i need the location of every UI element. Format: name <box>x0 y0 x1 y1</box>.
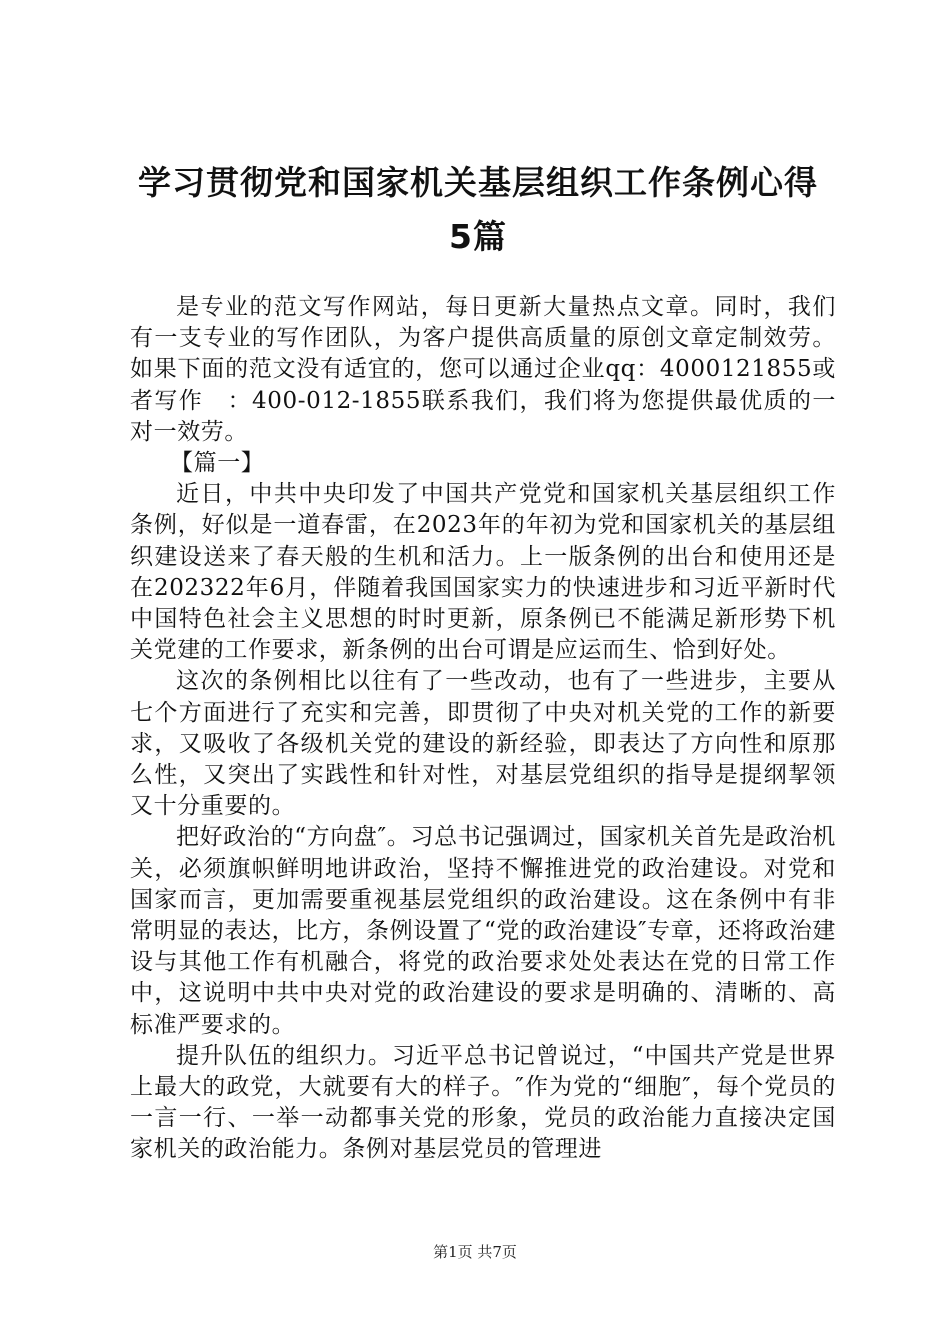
title-line-2: 5篇 <box>449 217 507 256</box>
body-paragraph: 提升队伍的组织力。习近平总书记曾说过，“中国共产党是世界上最大的政党，大就要有大的样子。″作为党的“细胞″，每个党员的一言一行、一举一动都事关党的形象，党员的政治能力直接决定国家机关的政治能力。条例对基层党员的管理进 <box>130 1042 836 1163</box>
document-title <box>120 156 836 264</box>
intro-paragraph: 是专业的范文写作网站，每日更新大量热点文章。同时，我们有一支专业的写作团队，为客户提供高质量的原创文章定制效劳。如果下面的范文没有适宜的，您可以通过企业qq：4000121855或者写作 ：400-012-1855联系我们，我们将为您提供最优质的一对一效劳。 <box>130 294 836 445</box>
page-number: 第1页 共7页 <box>433 1243 517 1261</box>
body-paragraph: 把好政治的“方向盘″。习总书记强调过，国家机关首先是政治机关，必须旗帜鲜明地讲政治，坚持不懈推进党的政治建设。对党和国家而言，更加需要重视基层党组织的政治建设。这在条例中有非常明显的表达，比方，条例设置了“党的政治建设″专章，还将政治建设与其他工作有机融合，将党的政治要求处处表达在党的日常工作中，这说明中共中央对党的政治建设的要求是明确的、清晰的、高标准严要求的。 <box>130 824 836 1038</box>
body-paragraph: 近日，中共中央印发了中国共产党党和国家机关基层组织工作条例，好似是一道春雷，在2023年的年初为党和国家机关的基层组织建设送来了春天般的生机和活力。上一版条例的出台和使用还是在202322年6月，伴随着我国国家实力的快速进步和习近平新时代中国特色社会主义思想的时时更新，原条例已不能满足新形势下机关党建的工作要求，新条例的出台可谓是应运而生、恰到好处。 <box>130 481 836 664</box>
page-footer <box>0 1240 950 1264</box>
section-heading: 【篇一】 <box>170 450 265 477</box>
body-paragraph: 这次的条例相比以往有了一些改动，也有了一些进步，主要从七个方面进行了充实和完善，即贯彻了中央对机关党的工作的新要求，又吸收了各级机关党的建设的新经验，即表达了方向性和原那么性，又突出了实践性和针对性，对基层党组织的指导是提纲挈领又十分重要的。 <box>130 668 836 820</box>
document-body <box>130 292 836 1166</box>
title-line-1: 学习贯彻党和国家机关基层组织工作条例心得 <box>138 163 818 202</box>
